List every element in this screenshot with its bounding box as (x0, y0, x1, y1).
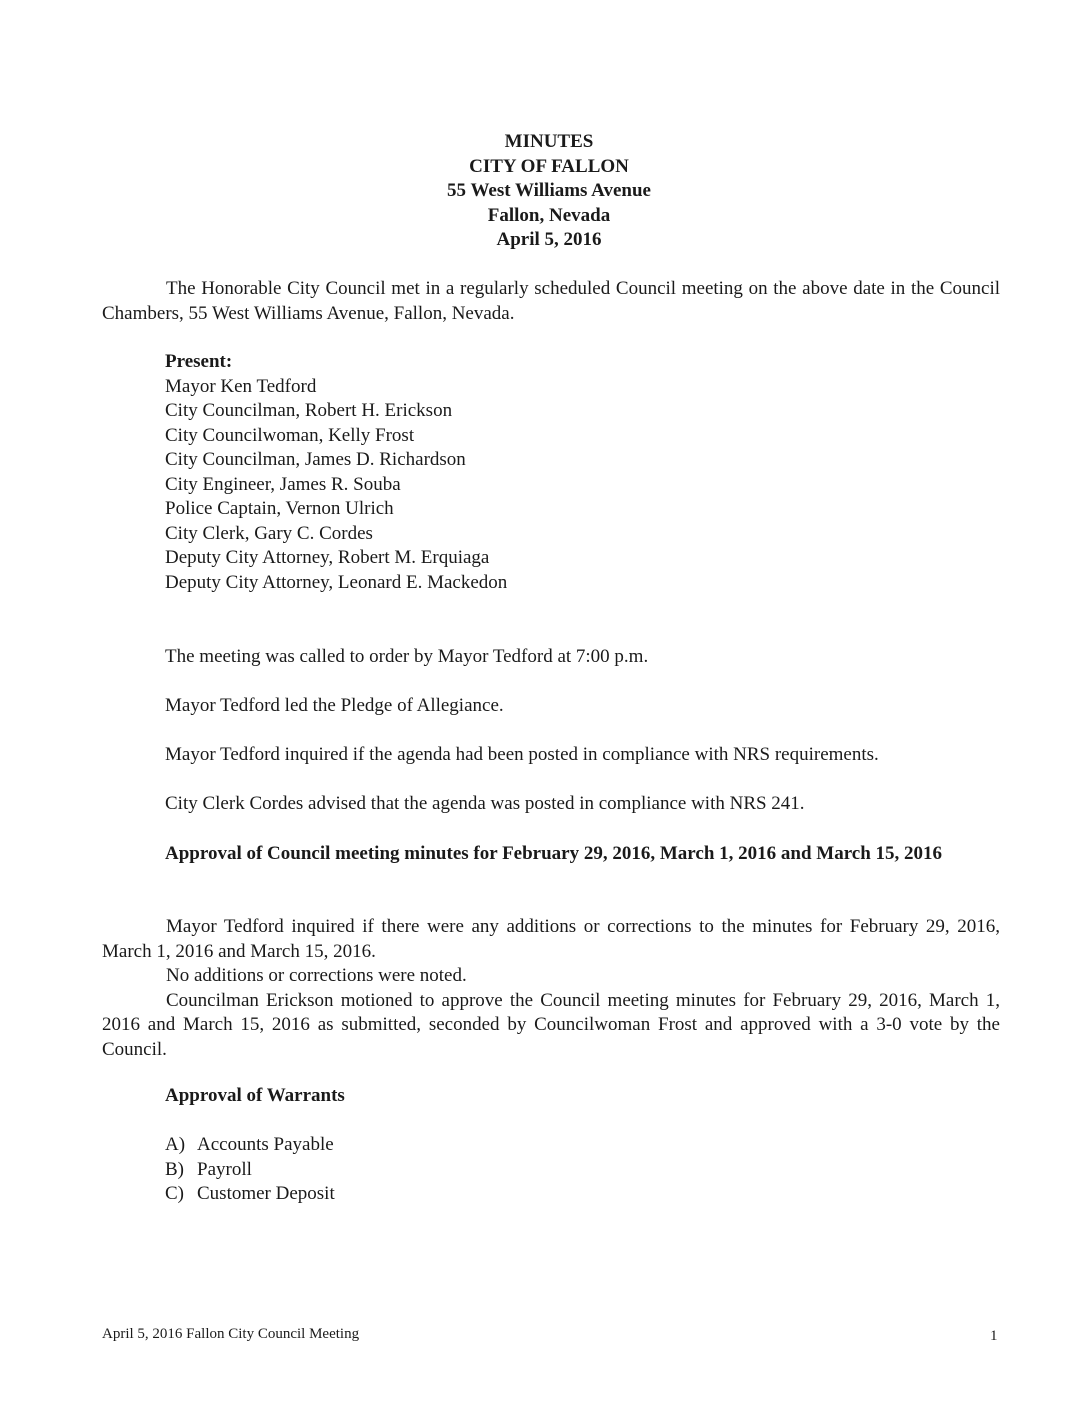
city-location: Fallon, Nevada (487, 204, 611, 226)
warrant-item (165, 1133, 665, 1158)
present-heading: Present: (165, 351, 233, 372)
attendance-section (165, 350, 865, 595)
footer-meeting-label: April 5, 2016 Fallon City Council Meeting (102, 1326, 360, 1342)
attendee-item: City Engineer, James R. Souba (165, 473, 401, 495)
document-title: MINUTES (504, 131, 594, 152)
attendee-item: City Councilman, Robert H. Erickson (165, 400, 453, 421)
warrants-list (165, 1133, 665, 1207)
city-name: CITY OF FALLON (469, 155, 629, 177)
meeting-date: April 5, 2016 (496, 229, 602, 250)
attendee-item: Police Captain, Vernon Ulrich (165, 498, 394, 519)
attendee-list (165, 375, 865, 596)
minutes-motion-paragraph: Councilman Erickson motioned to approve the Council meeting minutes for February 29, 2016, March 1, 2016 and March 15, 2016 as submitted, seconded by Councilwoman Frost and approved with a 3-0 vote by the Council. (102, 989, 1000, 1060)
call-to-order-paragraph: The meeting was called to order by Mayor Tedford at 7:00 p.m. (165, 646, 649, 667)
warrant-label: Payroll (197, 1158, 252, 1180)
attendee-item: Mayor Ken Tedford (165, 375, 317, 397)
minutes-approval-body (102, 915, 1000, 1062)
minutes-noted-paragraph: No additions or corrections were noted. (166, 965, 467, 986)
warrant-marker: B) (165, 1158, 184, 1180)
minutes-approval-heading: Approval of Council meeting minutes for February 29, 2016, March 1, 2016 and March 15, 2016 (165, 843, 943, 864)
warrant-label: Accounts Payable (197, 1134, 334, 1155)
intro-paragraph: The Honorable City Council met in a regularly scheduled Council meeting on the above date in the Council Chambers, 55 West Williams Avenue, Fallon, Nevada. (102, 278, 1000, 324)
document-header (0, 130, 1088, 253)
attendee-item: City Councilwoman, Kelly Frost (165, 424, 415, 446)
attendee-item: Deputy City Attorney, Robert M. Erquiaga (165, 547, 490, 568)
warrant-item (165, 1158, 665, 1183)
attendee-item: City Councilman, James D. Richardson (165, 449, 466, 470)
city-address: 55 West Williams Avenue (447, 180, 651, 201)
warrants-heading: Approval of Warrants (165, 1085, 345, 1106)
warrant-marker: C) (165, 1183, 184, 1204)
page-number: 1 (990, 1328, 998, 1344)
warrant-marker: A) (165, 1134, 186, 1155)
warrant-item (165, 1182, 665, 1207)
agenda-inquiry-paragraph: Mayor Tedford inquired if the agenda had been posted in compliance with NRS requirements. (165, 744, 879, 765)
agenda-response-paragraph: City Clerk Cordes advised that the agenda was posted in compliance with NRS 241. (165, 793, 805, 814)
warrant-label: Customer Deposit (197, 1183, 335, 1204)
attendee-item: City Clerk, Gary C. Cordes (165, 522, 373, 544)
pledge-paragraph: Mayor Tedford led the Pledge of Allegiance. (165, 695, 504, 716)
attendee-item: Deputy City Attorney, Leonard E. Mackedon (165, 571, 508, 593)
minutes-inquiry-paragraph: Mayor Tedford inquired if there were any additions or corrections to the minutes for February 29, 2016, March 1, 2016 and March 15, 2016. (102, 916, 1000, 962)
